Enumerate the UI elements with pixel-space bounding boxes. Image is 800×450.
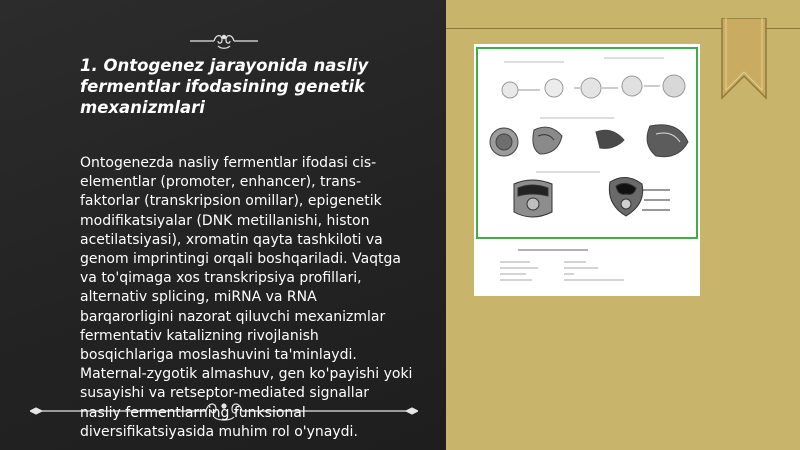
embryology-diagram-image — [474, 44, 700, 296]
embryology-figure — [474, 44, 700, 296]
slide-body-text: Ontogenezda nasliy fermentlar ifodasi cis-elementlar (promoter, enhancer), trans-faktorlar (transkripsion omillar), epigenetik modifikatsiyalar (DNK metillanishi, histon acetilatsiyasi), xromatin qayta tashkiloti va genom imprintingi orqali boshqariladi. Vaqtga va to'qimaga xos transkripsiya profillari, alternativ splicing, miRNA va RNA barqarorligini nazorat qiluvchi mexanizmlar fermentativ katalizning rivojlanish bosqichlariga moslashuvini ta'minlaydi. Maternal-zygotik almashuv, gen ko'payishi yoki susayishi va retseptor-mediated signallar nasliy fermentlarning funksional diversifikatsiyasida muhim rol o'ynaydi. — [80, 155, 413, 440]
bookmark-ribbon-icon — [718, 18, 770, 102]
scroll-ornament-icon — [188, 30, 260, 52]
slide-title: 1. Ontogenez jarayonida nasliy fermentlar ifodasining genetik mexanizmlari — [80, 56, 369, 117]
